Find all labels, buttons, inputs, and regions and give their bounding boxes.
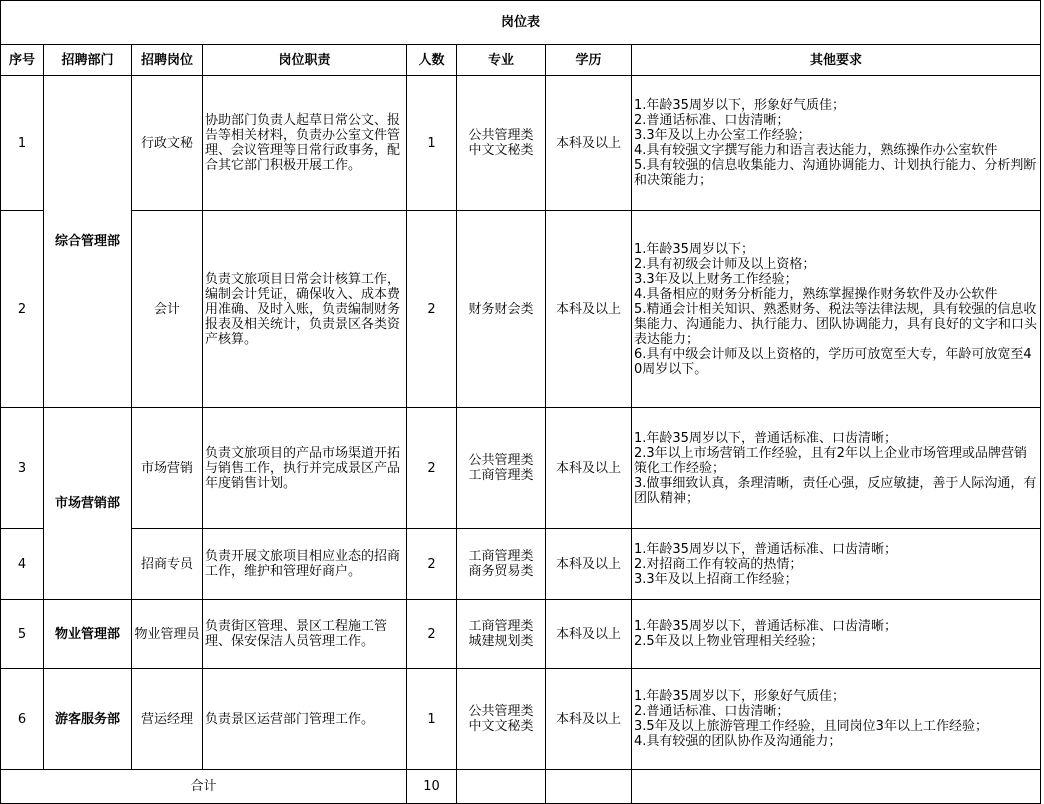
requirement-line: 1.年龄35周岁以下，普通话标准、口齿清晰； bbox=[634, 619, 897, 634]
cell-requirements bbox=[632, 211, 1041, 408]
cell-count: 1 bbox=[407, 669, 457, 770]
cell-seq: 1 bbox=[1, 76, 44, 211]
cell-seq: 2 bbox=[1, 211, 44, 408]
header-other: 其他要求 bbox=[632, 45, 1041, 76]
major-line: 公共管理类 bbox=[468, 704, 534, 719]
cell-duty: 负责文旅项目日常会计核算工作，编制会计凭证，确保收入、成本费用准确、及时入账，负责编制财务报表及相关统计，负责景区各类资产核算。 bbox=[203, 211, 407, 408]
major-line: 财务财会类 bbox=[468, 301, 534, 317]
cell-position: 市场营销 bbox=[132, 408, 203, 529]
cell-position: 营运经理 bbox=[132, 669, 203, 770]
requirement-line: 2.5年及以上物业管理相关经验； bbox=[634, 634, 824, 649]
cell-education: 本科及以上 bbox=[546, 211, 632, 408]
requirement-line: 2.具有初级会计师及以上资格； bbox=[634, 256, 816, 272]
cell-position: 会计 bbox=[132, 211, 203, 408]
major-line: 城建规划类 bbox=[468, 634, 534, 649]
cell-education: 本科及以上 bbox=[546, 408, 632, 529]
cell-dept-marketing: 市场营销部 bbox=[44, 408, 132, 600]
cell-position: 招商专员 bbox=[132, 529, 203, 600]
header-education: 学历 bbox=[546, 45, 632, 76]
cell-dept-admin: 综合管理部 bbox=[44, 76, 132, 408]
cell-duty: 负责开展文旅项目相应业态的招商工作，维护和管理好商户。 bbox=[203, 529, 407, 600]
requirement-line: 1.年龄35周岁以下； bbox=[634, 241, 754, 257]
cell-requirements bbox=[632, 408, 1041, 529]
requirement-line: 3.3年及以上招商工作经验； bbox=[634, 571, 798, 587]
table-row bbox=[1, 76, 1041, 211]
cell-duty: 协助部门负责人起草日常公文、报告等相关材料，负责办公室文件管理、会议管理等日常行政事务，配合其它部门积极开展工作。 bbox=[203, 76, 407, 211]
table-row bbox=[1, 211, 1041, 408]
requirement-line: 1.年龄35周岁以下，形象好气质佳； bbox=[634, 98, 845, 113]
major-line: 公共管理类 bbox=[468, 453, 534, 468]
table-title: 岗位表 bbox=[1, 1, 1041, 45]
requirement-line: 2.对招商工作有较高的热情； bbox=[634, 556, 803, 572]
cell-seq: 6 bbox=[1, 669, 44, 770]
requirement-line: 2.普通话标准、口齿清晰； bbox=[634, 113, 790, 128]
cell-count: 2 bbox=[407, 211, 457, 408]
total-empty-cell bbox=[457, 770, 546, 804]
cell-seq: 3 bbox=[1, 408, 44, 529]
cell-major bbox=[457, 600, 546, 669]
cell-education: 本科及以上 bbox=[546, 669, 632, 770]
cell-count: 2 bbox=[407, 529, 457, 600]
total-empty-cell bbox=[632, 770, 1041, 804]
cell-dept-visitor: 游客服务部 bbox=[44, 669, 132, 770]
table-row bbox=[1, 408, 1041, 529]
requirement-line: 3.做事细致认真，条理清晰，责任心强，反应敏捷，善于人际沟通，有团队精神； bbox=[634, 475, 1037, 506]
cell-duty: 负责街区管理、景区工程施工管理、保安保洁人员管理工作。 bbox=[203, 600, 407, 669]
cell-requirements bbox=[632, 669, 1041, 770]
requirement-line: 3.3年及以上财务工作经验； bbox=[634, 271, 798, 287]
table-row bbox=[1, 600, 1041, 669]
major-line: 商务贸易类 bbox=[468, 564, 534, 579]
requirement-line: 4.具有较强文字撰写能力和语言表达能力，熟练操作办公室软件 bbox=[634, 143, 998, 158]
cell-duty: 负责文旅项目的产品市场渠道开拓与销售工作，执行并完成景区产品年度销售计划。 bbox=[203, 408, 407, 529]
cell-major bbox=[457, 669, 546, 770]
cell-education: 本科及以上 bbox=[546, 529, 632, 600]
cell-education: 本科及以上 bbox=[546, 76, 632, 211]
title-row bbox=[1, 1, 1041, 45]
cell-major bbox=[457, 76, 546, 211]
major-line: 公共管理类 bbox=[468, 128, 534, 143]
major-line: 工商管理类 bbox=[468, 468, 534, 483]
total-label: 合计 bbox=[1, 770, 407, 804]
cell-major bbox=[457, 211, 546, 408]
requirement-line: 4.具有较强的团队协作及沟通能力； bbox=[634, 734, 842, 749]
cell-education: 本科及以上 bbox=[546, 600, 632, 669]
cell-seq: 5 bbox=[1, 600, 44, 669]
requirement-line: 5.精通会计相关知识、熟悉财务、税法等法律法规，具有较强的信息收集能力、沟通能力、执行能力、团队协调能力，具有良好的文字和口头表达能力； bbox=[634, 301, 1038, 347]
requirement-line: 1.年龄35周岁以下，普通话标准、口齿清晰； bbox=[634, 430, 897, 446]
header-count: 人数 bbox=[407, 45, 457, 76]
cell-count: 2 bbox=[407, 600, 457, 669]
requirement-line: 4.具备相应的财务分析能力，熟练掌握操作财务软件及办公软件 bbox=[634, 286, 998, 302]
cell-seq: 4 bbox=[1, 529, 44, 600]
header-seq: 序号 bbox=[1, 45, 44, 76]
table-row bbox=[1, 669, 1041, 770]
major-line: 工商管理类 bbox=[468, 549, 534, 564]
cell-major bbox=[457, 529, 546, 600]
requirement-line: 1.年龄35周岁以下，普通话标准、口齿清晰； bbox=[634, 541, 897, 557]
cell-dept-property: 物业管理部 bbox=[44, 600, 132, 669]
header-position: 招聘岗位 bbox=[132, 45, 203, 76]
major-line: 工商管理类 bbox=[468, 619, 534, 634]
requirement-line: 3.3年及以上办公室工作经验； bbox=[634, 128, 811, 143]
header-row bbox=[1, 45, 1041, 76]
header-major: 专业 bbox=[457, 45, 546, 76]
total-empty-cell bbox=[546, 770, 632, 804]
cell-position: 物业管理员 bbox=[132, 600, 203, 669]
total-row bbox=[1, 770, 1041, 804]
requirement-line: 6.具有中级会计师及以上资格的，学历可放宽至大专，年龄可放宽至40周岁以下。 bbox=[634, 346, 1032, 377]
cell-count: 2 bbox=[407, 408, 457, 529]
requirement-line: 5.具有较强的信息收集能力、沟通协调能力、计划执行能力、分析判断和决策能力； bbox=[634, 158, 1037, 188]
cell-major bbox=[457, 408, 546, 529]
header-duty: 岗位职责 bbox=[203, 45, 407, 76]
total-count: 10 bbox=[407, 770, 457, 804]
cell-requirements bbox=[632, 529, 1041, 600]
table-row bbox=[1, 529, 1041, 600]
requirement-line: 2.普通话标准、口齿清晰； bbox=[634, 704, 790, 719]
cell-duty: 负责景区运营部门管理工作。 bbox=[203, 669, 407, 770]
header-dept: 招聘部门 bbox=[44, 45, 132, 76]
cell-requirements bbox=[632, 76, 1041, 211]
requirement-line: 3.5年及以上旅游管理工作经验，且同岗位3年以上工作经验； bbox=[634, 719, 988, 734]
cell-requirements bbox=[632, 600, 1041, 669]
major-line: 中文文秘类 bbox=[468, 719, 534, 734]
cell-count: 1 bbox=[407, 76, 457, 211]
cell-position: 行政文秘 bbox=[132, 76, 203, 211]
requirement-line: 2.3年以上市场营销工作经验，且有2年以上企业市场管理或品牌营销策化工作经验； bbox=[634, 445, 1027, 476]
requirement-line: 1.年龄35周岁以下，形象好气质佳； bbox=[634, 689, 845, 704]
major-line: 中文文秘类 bbox=[468, 143, 534, 158]
